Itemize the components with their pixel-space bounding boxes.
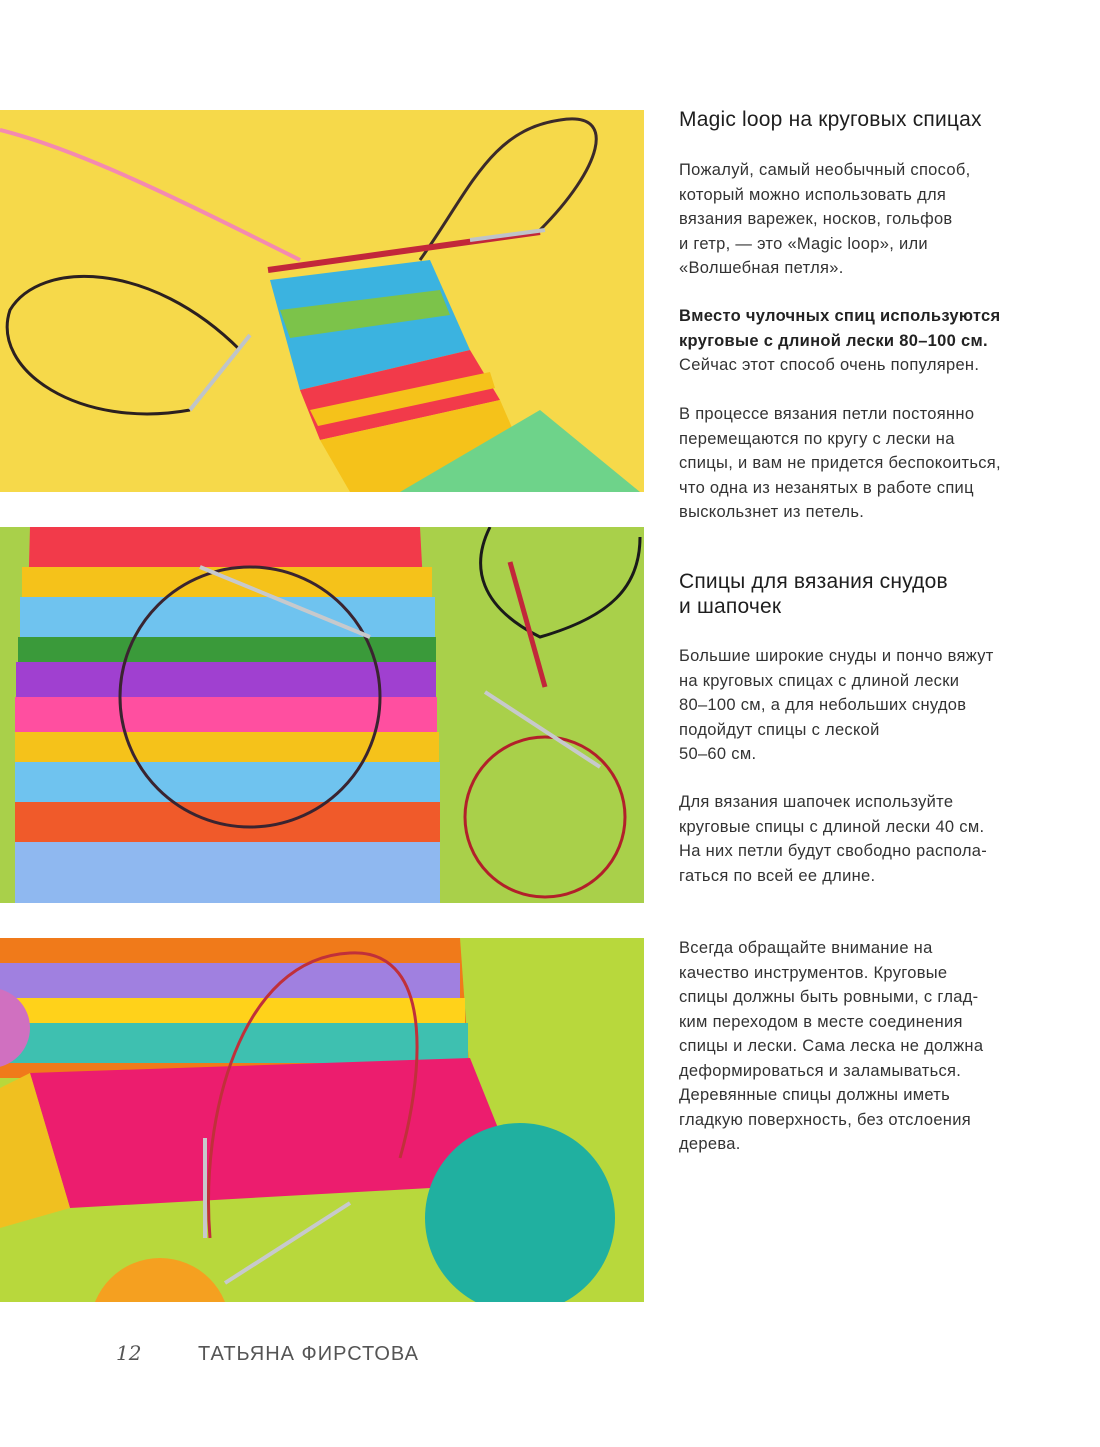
section1-heading: Magic loop на круговых спицах xyxy=(679,108,982,131)
section1-paragraph-1: Пожалуй, самый необычный способ, который можно использовать для вязания варежек, носков, гольфов и гетр, — это «Magic loop», или «Волшебная петля». xyxy=(679,161,971,277)
page-number: 12 xyxy=(116,1341,142,1365)
section1-paragraph-3: В процессе вязания петли постоянно перемещаются по кругу с лески на спицы, и вам не придется беспокоиться, что одна из незанятых в работе спиц выскользнет из петель. xyxy=(679,405,1001,521)
section1-paragraph-2: Вместо чулочных спиц используются круговые с длиной лески 80–100 см. Сейчас этот способ очень популярен. xyxy=(679,307,1001,374)
section2-paragraph-1: Большие широкие снуды и пончо вяжут на круговых спицах с длиной лески 80–100 см, а для небольших снудов подойдут спицы с леской 50–60 см. xyxy=(679,647,994,763)
photo-hat-yarn xyxy=(0,938,644,1302)
section2-heading: Спицы для вязания снудов и шапочек xyxy=(679,570,948,618)
photo-magic-loop-sock xyxy=(0,110,644,492)
section2-paragraph-3: Всегда обращайте внимание на качество инструментов. Круговые спицы должны быть ровными, с глад- ким переходом в месте соединения спицы и лески. Сама леска не должна деформироваться и заламываться. Деревянные спицы должны иметь гладкую поверхность, без отслоения дерева. xyxy=(679,939,984,1153)
section2-paragraph-2: Для вязания шапочек используйте круговые спицы с длиной лески 40 см. На них петли будут свободно распола- гаться по всей ее длине. xyxy=(679,793,988,885)
photo-snood-needles xyxy=(0,527,644,903)
author-name: ТАТЬЯНА ФИРСТОВА xyxy=(198,1343,419,1365)
